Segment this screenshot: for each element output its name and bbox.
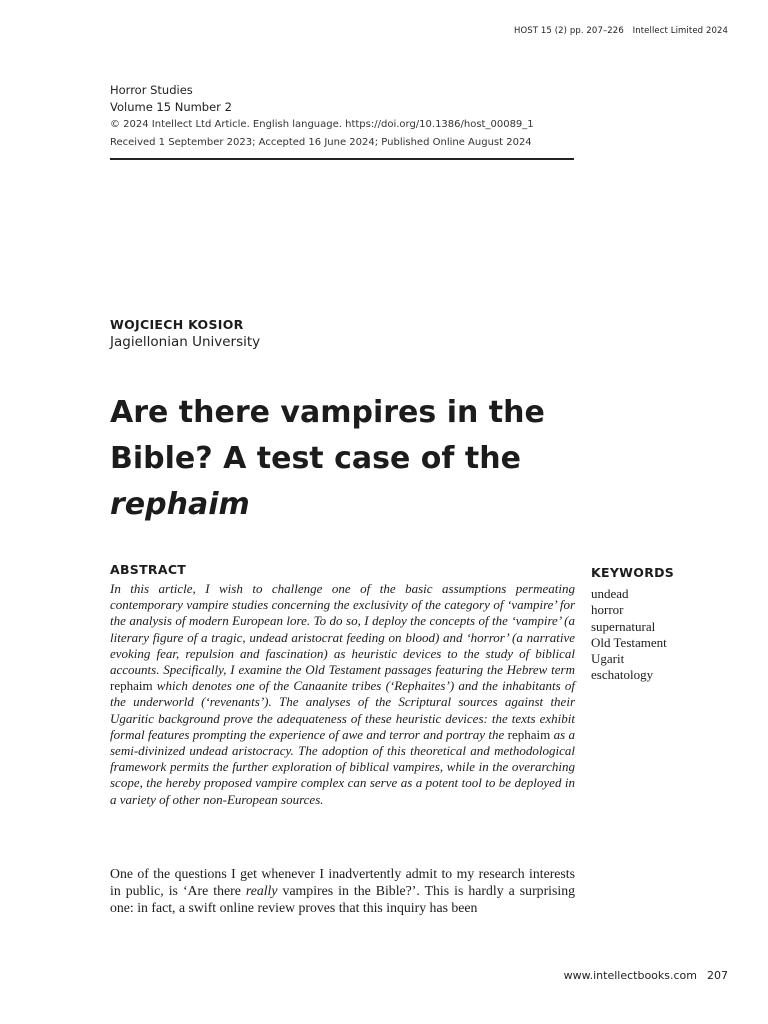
author-block: [110, 316, 260, 351]
page-number: 207: [707, 969, 728, 982]
keywords-list: [591, 586, 741, 684]
keyword-item: Old Testament: [591, 634, 667, 650]
abstract-term-1: rephaim: [110, 678, 153, 694]
article-metadata: [110, 82, 574, 160]
keyword-item: Ugarit: [591, 651, 625, 667]
journal-name: Horror Studies: [110, 83, 193, 97]
abstract-seg-1: In this article, I wish to challenge one of the basic assumptions permeating contemporary vampire studies concerning the exclusivity of the category of ‘vampire’ for the analysis of modern European lore. To do so, I deploy the concepts of the ‘vampire’ (a literary figure of a tragic, undead aristocrat feeding on blood) and ‘horror’ (a narrative evoking fear, repulsion and fascination) as heuristic devices to the study of biblical accounts. Specifically, I examine the Old Testament passages featuring the Hebrew term: [110, 581, 575, 678]
abstract-text: [110, 581, 575, 808]
author-name: WOJCIECH KOSIOR: [110, 317, 244, 332]
abstract-heading: ABSTRACT: [110, 562, 187, 577]
keyword-item: horror: [591, 602, 624, 618]
body-emphasis: really: [245, 883, 278, 898]
article-dates: Received 1 September 2023; Accepted 16 June 2024; Published Online August 2024: [110, 137, 532, 148]
journal-volume: Volume 15 Number 2: [110, 100, 232, 114]
copyright-doi: © 2024 Intellect Ltd Article. English language. https://doi.org/10.1386/host_00089_1: [110, 119, 534, 130]
running-head: [514, 26, 728, 36]
running-head-citation: HOST 15 (2) pp. 207–226: [514, 26, 624, 36]
title-line-2: Bible? A test case of the: [110, 441, 521, 476]
title-line-3: rephaim: [110, 487, 250, 522]
keywords-section: [591, 565, 741, 684]
abstract-term-2: rephaim: [507, 726, 551, 742]
article-title: [110, 390, 580, 528]
title-line-1: Are there vampires in the: [110, 395, 545, 430]
body-seg-2: vampires in the Bible?’. This is hardly a surprising one: in fact, a swift online review proves that this inquiry has been: [110, 883, 575, 915]
running-head-publisher: Intellect Limited 2024: [632, 26, 728, 36]
publisher-website[interactable]: www.intellectbooks.com: [563, 969, 697, 982]
abstract-seg-3: as a semi-divinized undead aristocracy. The adoption of this theoretical and methodological framework permits the further exploration of biblical vampires, while in the overarching scope, the hereby proposed vampire complex can serve as a potent tool to be deployed in a variety of other non-European sources.: [110, 726, 575, 807]
body-paragraph: [110, 865, 575, 916]
keyword-item: supernatural: [591, 618, 656, 634]
body-seg-1: One of the questions I get whenever I inadvertently admit to my research interests in public, is ‘Are there: [110, 866, 575, 898]
abstract-section: [110, 562, 575, 808]
page-footer: [564, 969, 728, 982]
keywords-heading: KEYWORDS: [591, 565, 675, 580]
keyword-item: eschatology: [591, 667, 654, 683]
abstract-seg-2: which denotes one of the Canaanite tribes (‘Rephaites’) and the inhabitants of the underworld (‘revenants’). The analyses of the Scriptural sources against their Ugaritic background prove the adequateness of these heuristic devices: the texts exhibit formal features prompting the experience of awe and terror and portray the: [110, 678, 575, 742]
author-affiliation: Jagiellonian University: [110, 334, 261, 350]
header-rule: [110, 158, 574, 160]
keyword-item: undead: [591, 586, 629, 601]
